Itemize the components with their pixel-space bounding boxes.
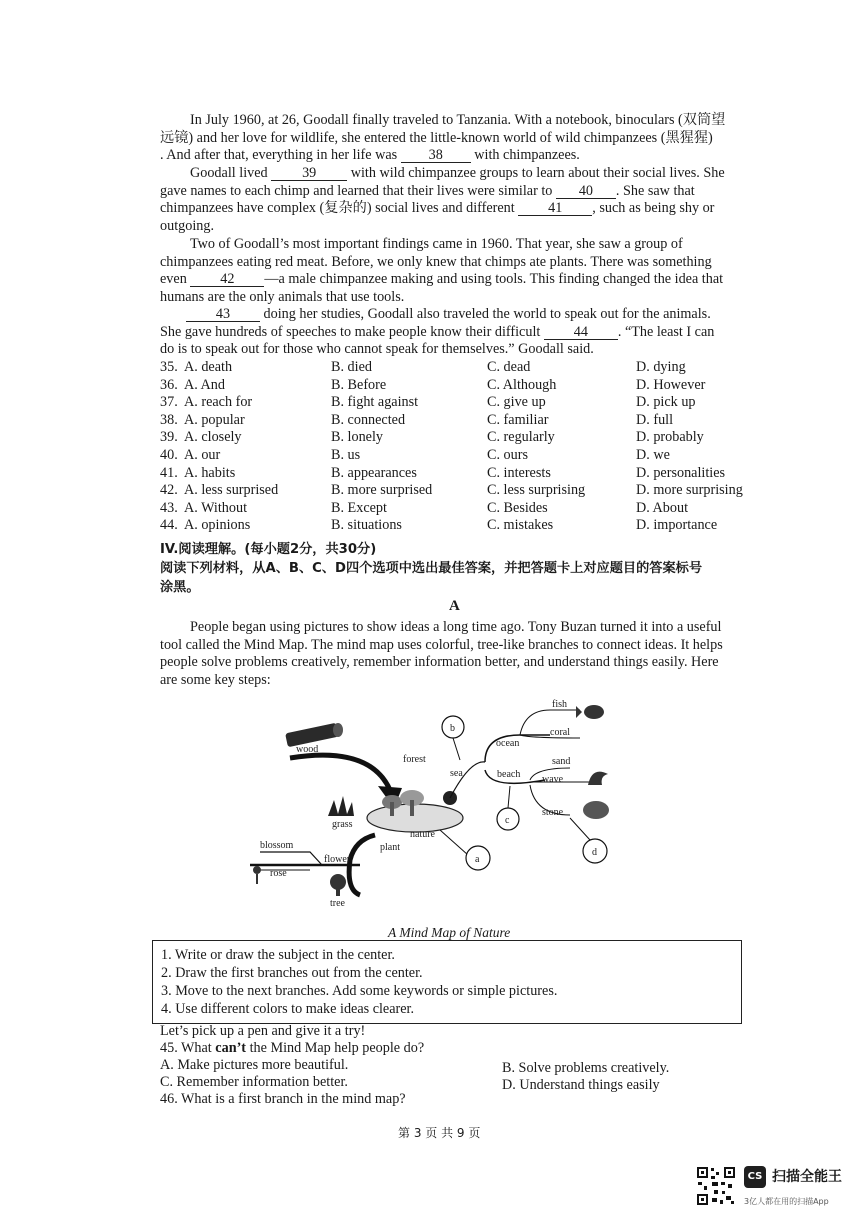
question-emphasis: can’t bbox=[215, 1040, 247, 1056]
option-d: D. Understand things easily bbox=[502, 1077, 660, 1093]
callout-label: c bbox=[505, 815, 510, 826]
passage-text: with chimpanzees. bbox=[474, 147, 580, 164]
step-item: 2. Draw the first branches out from the center. bbox=[161, 965, 423, 981]
passage-paragraph-1 bbox=[160, 112, 754, 165]
option-row bbox=[160, 500, 760, 518]
mm-label-ocean: ocean bbox=[496, 738, 520, 749]
question-number: 36. bbox=[160, 376, 178, 393]
option-c: C. dead bbox=[487, 359, 531, 375]
option-row bbox=[160, 429, 760, 447]
pointer-line bbox=[508, 786, 510, 808]
blank-39: 39 bbox=[271, 166, 347, 181]
option-a: A. our bbox=[184, 447, 221, 463]
option-b: B. died bbox=[331, 359, 372, 375]
mm-label-flower: flower bbox=[324, 854, 351, 865]
option-d: D. full bbox=[636, 411, 674, 428]
section-instruction: 涂黑。 bbox=[160, 580, 200, 595]
passage-text: even bbox=[160, 271, 187, 288]
passage-paragraph-2 bbox=[160, 165, 754, 235]
mm-label-sand: sand bbox=[552, 756, 571, 767]
blank-41: 41 bbox=[518, 201, 592, 216]
branch-line bbox=[290, 755, 390, 790]
passage-text: Two of Goodall’s most important findings came in 1960. That year, she saw a group of bbox=[190, 236, 683, 252]
scanner-app-tagline: 3亿人都在用的扫描App bbox=[744, 1197, 829, 1206]
question-45 bbox=[160, 1040, 424, 1057]
mm-label-tree: tree bbox=[330, 898, 345, 909]
passage-text: gave names to each chimp and learned that their lives were similar to bbox=[160, 182, 553, 199]
steps-box bbox=[152, 940, 742, 1024]
step-item: 3. Move to the next branches. Add some keywords or simple pictures. bbox=[161, 983, 558, 999]
passage-text: , such as being shy or bbox=[592, 200, 715, 217]
option-d: D. probably bbox=[636, 429, 704, 446]
mm-label-nature: nature bbox=[410, 829, 435, 840]
reading-text: People began using pictures to show ideas a long time ago. Tony Buzan turned it into a useful bbox=[190, 619, 722, 635]
callout-label: b bbox=[450, 723, 455, 734]
option-c: C. less surprising bbox=[487, 482, 586, 499]
mind-map-diagram bbox=[150, 690, 630, 920]
passage-paragraph-4 bbox=[160, 306, 754, 359]
option-c: C. regularly bbox=[487, 429, 555, 446]
nature-center-icon bbox=[367, 790, 463, 832]
question-number: 44. bbox=[160, 517, 178, 534]
question-number: 38. bbox=[160, 411, 178, 428]
option-b: B. more surprised bbox=[331, 482, 433, 499]
blank-43: 43 bbox=[186, 307, 260, 322]
question-number: 35. bbox=[160, 359, 178, 375]
passage-text: —a male chimpanzee making and using tools. This finding changed the idea that bbox=[264, 271, 724, 288]
passage-text: . She saw that bbox=[615, 182, 695, 199]
reading-a-paragraph bbox=[160, 619, 754, 689]
branch-line bbox=[260, 852, 322, 865]
mm-label-wood: wood bbox=[296, 744, 319, 755]
option-a: A. death bbox=[184, 359, 233, 375]
option-a: A. reach for bbox=[184, 394, 253, 411]
blank-38: 38 bbox=[401, 148, 471, 163]
passage-text: with wild chimpanzee groups to learn about their social lives. She bbox=[350, 165, 725, 181]
option-c: C. interests bbox=[487, 464, 551, 481]
mm-label-blossom: blossom bbox=[260, 840, 294, 851]
option-row bbox=[160, 377, 760, 395]
question-number: 43. bbox=[160, 499, 178, 516]
passage-text: do is to speak out for those who cannot speak for themselves.” Goodall said. bbox=[160, 341, 594, 358]
passage-text: . And after that, everything in her life was bbox=[160, 147, 398, 164]
mm-label-sea: sea bbox=[450, 768, 463, 779]
question-46: 46. What is a first branch in the mind map? bbox=[160, 1091, 406, 1107]
pointer-line bbox=[453, 738, 460, 760]
option-row bbox=[160, 482, 760, 500]
question-text: the Mind Map help people do? bbox=[246, 1040, 425, 1056]
section-instruction: 阅读下列材料，从A、B、C、D四个选项中选出最佳答案，并把答题卡上对应题目的答案标号 bbox=[160, 561, 703, 576]
scanner-app-logo: CS bbox=[744, 1166, 766, 1188]
option-d: D. dying bbox=[636, 359, 686, 375]
question-number: 39. bbox=[160, 429, 178, 446]
qr-code-icon bbox=[696, 1166, 736, 1206]
passage-text: In July 1960, at 26, Goodall finally traveled to Tanzania. With a notebook, binoculars (双筒望 bbox=[190, 112, 726, 128]
callout-label: a bbox=[475, 854, 480, 865]
passage-text: doing her studies, Goodall also traveled the world to speak out for the animals. bbox=[263, 306, 711, 322]
question-number: 42. bbox=[160, 482, 178, 499]
reading-letter: A bbox=[449, 598, 460, 614]
passage-text: She gave hundreds of speeches to make people know their difficult bbox=[160, 323, 541, 340]
option-a: A. less surprised bbox=[184, 482, 279, 499]
option-c: C. Besides bbox=[487, 499, 548, 516]
pointer-line bbox=[440, 830, 468, 855]
mm-label-fish: fish bbox=[552, 699, 567, 710]
passage-text: chimpanzees have complex (复杂的) social lives and different bbox=[160, 200, 515, 217]
scanner-app-name: 扫描全能王 bbox=[772, 1169, 842, 1185]
option-b: B. situations bbox=[331, 517, 402, 534]
pointer-line bbox=[570, 818, 590, 840]
step-item: 1. Write or draw the subject in the center. bbox=[161, 947, 395, 963]
stone-icon bbox=[583, 801, 609, 819]
option-d: D. pick up bbox=[636, 394, 696, 411]
option-a: A. habits bbox=[184, 464, 236, 481]
passage-text: outgoing. bbox=[160, 217, 214, 234]
question-number: 40. bbox=[160, 447, 178, 463]
option-a: A. Make pictures more beautiful. bbox=[160, 1057, 349, 1073]
mm-label-forest: forest bbox=[403, 754, 426, 765]
option-d: D. more surprising bbox=[636, 482, 743, 499]
after-steps-text: Let’s pick up a pen and give it a try! bbox=[160, 1023, 366, 1039]
wave-icon bbox=[588, 772, 608, 785]
reading-text: are some key steps: bbox=[160, 671, 271, 688]
fish-icon bbox=[576, 705, 604, 719]
mm-label-plant: plant bbox=[380, 842, 400, 853]
option-c: C. Remember information better. bbox=[160, 1074, 348, 1090]
option-b: B. Before bbox=[331, 376, 387, 393]
option-row bbox=[160, 517, 760, 535]
option-b: B. Solve problems creatively. bbox=[502, 1060, 670, 1076]
option-row bbox=[160, 447, 760, 465]
mind-map-caption: A Mind Map of Nature bbox=[388, 925, 511, 940]
reading-text: tool called the Mind Map. The mind map uses colorful, tree-like branches to connect ideas. It helps bbox=[160, 636, 723, 653]
option-b: B. us bbox=[331, 447, 361, 463]
tree-icon bbox=[330, 874, 346, 896]
option-b: B. appearances bbox=[331, 464, 417, 481]
option-row bbox=[160, 412, 760, 430]
option-row bbox=[160, 359, 760, 377]
option-d: D. we bbox=[636, 447, 670, 463]
blank-40: 40 bbox=[556, 184, 616, 199]
question-number: 41. bbox=[160, 464, 178, 481]
option-c: C. familiar bbox=[487, 411, 549, 428]
option-c: C. ours bbox=[487, 447, 528, 463]
option-a: A. popular bbox=[184, 411, 245, 428]
option-d: D. However bbox=[636, 376, 706, 393]
option-b: B. connected bbox=[331, 411, 406, 428]
mm-label-wave: wave bbox=[542, 774, 564, 785]
passage-text: Goodall lived bbox=[190, 165, 268, 181]
question-text: 45. What bbox=[160, 1040, 216, 1056]
mm-label-rose: rose bbox=[270, 868, 287, 879]
option-a: A. And bbox=[184, 376, 225, 393]
option-d: D. importance bbox=[636, 517, 718, 534]
mm-label-coral: coral bbox=[550, 727, 570, 738]
passage-text: chimpanzees eating red meat. Before, we only knew that chimps ate plants. There was something bbox=[160, 253, 712, 270]
reading-text: people solve problems creatively, remember information better, and understand things easily. Here bbox=[160, 654, 719, 671]
option-a: A. closely bbox=[184, 429, 242, 446]
passage-text: 远镜) and her love for wildlife, she entered the little-known world of wild chimpanzees (黑猩猩) bbox=[160, 129, 713, 146]
callout-label: d bbox=[592, 847, 597, 858]
blank-44: 44 bbox=[544, 325, 618, 340]
mm-label-stone: stone bbox=[542, 807, 564, 818]
passage-paragraph-3 bbox=[160, 236, 754, 306]
rose-icon bbox=[253, 866, 261, 884]
grass-icon bbox=[328, 796, 354, 816]
mm-label-grass: grass bbox=[332, 819, 353, 830]
section-heading: IV.阅读理解。(每小题2分，共30分) bbox=[160, 542, 377, 557]
option-b: B. Except bbox=[331, 499, 387, 516]
option-b: B. lonely bbox=[331, 429, 384, 446]
passage-text: humans are the only animals that use tools. bbox=[160, 288, 405, 305]
option-row bbox=[160, 465, 760, 483]
page-number: 第 3 页 共 9 页 bbox=[398, 1126, 481, 1140]
option-b: B. fight against bbox=[331, 394, 419, 411]
blank-42: 42 bbox=[190, 272, 264, 287]
option-row bbox=[160, 394, 760, 412]
option-a: A. opinions bbox=[184, 517, 251, 534]
passage-text: . “The least I can bbox=[617, 323, 715, 340]
option-c: C. mistakes bbox=[487, 517, 554, 534]
option-c: C. Although bbox=[487, 376, 557, 393]
option-c: C. give up bbox=[487, 394, 546, 411]
option-d: D. personalities bbox=[636, 464, 726, 481]
mm-label-beach: beach bbox=[497, 769, 521, 780]
option-d: D. About bbox=[636, 499, 689, 516]
step-item: 4. Use different colors to make ideas clearer. bbox=[161, 1001, 415, 1017]
option-a: A. Without bbox=[184, 499, 248, 516]
question-number: 37. bbox=[160, 394, 178, 411]
